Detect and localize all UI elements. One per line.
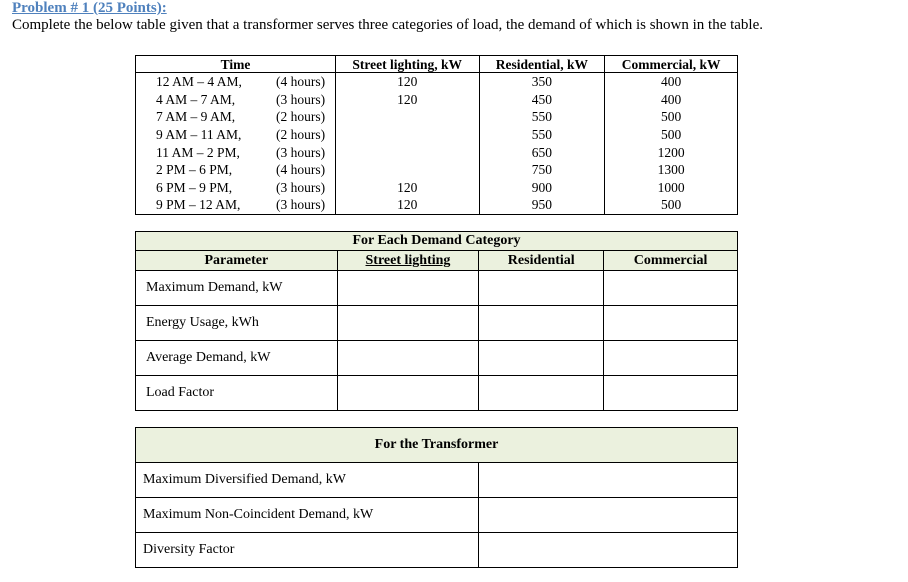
time-cell [136, 91, 336, 109]
time-cell [136, 161, 336, 179]
table-row [136, 179, 738, 197]
time-range: 9 PM – 12 AM, [156, 197, 241, 213]
band-title: For Each Demand Category [136, 232, 738, 251]
time-range: 11 AM – 2 PM, [156, 144, 240, 160]
table-row [136, 196, 738, 214]
answer-cell[interactable] [479, 306, 604, 341]
commercial-value: 500 [605, 126, 738, 144]
time-range: 6 PM – 9 PM, [156, 179, 233, 195]
problem-title: Problem # 1 (25 Points): [12, 0, 167, 16]
col-header-parameter: Parameter [136, 251, 338, 271]
residential-value: 950 [479, 196, 605, 214]
answer-cell[interactable] [337, 341, 479, 376]
col-header-commercial: Commercial, kW [605, 56, 738, 73]
street-value [335, 108, 479, 126]
answer-cell[interactable] [337, 376, 479, 411]
answer-cell[interactable] [604, 341, 738, 376]
demand-category-table [135, 231, 738, 411]
table-row [136, 73, 738, 91]
table-row [136, 91, 738, 109]
residential-value: 750 [479, 161, 605, 179]
transformer-table [135, 427, 738, 568]
answer-cell[interactable] [604, 376, 738, 411]
street-value [335, 126, 479, 144]
time-cell [136, 126, 336, 144]
answer-cell[interactable] [337, 271, 479, 306]
street-value: 120 [335, 179, 479, 197]
answer-cell[interactable] [479, 533, 738, 568]
duration: (3 hours) [276, 197, 326, 213]
answer-cell[interactable] [337, 306, 479, 341]
time-range: 9 AM – 11 AM, [156, 127, 242, 143]
table-row [136, 108, 738, 126]
parameter-label: Energy Usage, kWh [136, 306, 338, 341]
residential-value: 350 [479, 73, 605, 91]
duration: (3 hours) [276, 144, 326, 160]
transformer-parameter-label: Maximum Diversified Demand, kW [136, 463, 479, 498]
commercial-value: 500 [605, 196, 738, 214]
duration: (4 hours) [276, 74, 326, 90]
time-cell [136, 108, 336, 126]
answer-cell[interactable] [479, 271, 604, 306]
time-cell [136, 143, 336, 161]
duration: (2 hours) [276, 127, 326, 143]
answer-cell[interactable] [479, 376, 604, 411]
residential-value: 900 [479, 179, 605, 197]
time-cell [136, 179, 336, 197]
answer-cell[interactable] [479, 498, 738, 533]
table-row [136, 498, 738, 533]
street-value: 120 [335, 196, 479, 214]
col-header-residential: Residential, kW [479, 56, 605, 73]
problem-statement: Complete the below table given that a transformer serves three categories of load, the demand of which is shown in the table. [12, 17, 764, 33]
duration: (3 hours) [276, 91, 326, 107]
answer-cell[interactable] [479, 463, 738, 498]
table-row [136, 161, 738, 179]
col-header-commercial: Commercial [604, 251, 738, 271]
residential-value: 650 [479, 143, 605, 161]
commercial-value: 1000 [605, 179, 738, 197]
commercial-value: 400 [605, 73, 738, 91]
time-range: 12 AM – 4 AM, [156, 74, 242, 90]
col-header-residential: Residential [479, 251, 604, 271]
time-range: 7 AM – 9 AM, [156, 109, 236, 125]
street-value: 120 [335, 91, 479, 109]
duration: (4 hours) [276, 162, 326, 178]
street-value: 120 [335, 73, 479, 91]
time-cell [136, 73, 336, 91]
answer-cell[interactable] [479, 341, 604, 376]
load-table-header [136, 56, 738, 73]
street-value [335, 143, 479, 161]
duration: (2 hours) [276, 109, 326, 125]
residential-value: 550 [479, 126, 605, 144]
table-row [136, 306, 738, 341]
commercial-value: 500 [605, 108, 738, 126]
answer-cell[interactable] [604, 306, 738, 341]
parameter-label: Load Factor [136, 376, 338, 411]
residential-value: 450 [479, 91, 605, 109]
transformer-parameter-label: Diversity Factor [136, 533, 479, 568]
table-row [136, 341, 738, 376]
col-header-street-lighting: Street lighting [337, 251, 479, 271]
col-header-time: Time [136, 56, 336, 73]
commercial-value: 1200 [605, 143, 738, 161]
load-demand-table [135, 55, 738, 215]
table-row [136, 533, 738, 568]
time-range: 2 PM – 6 PM, [156, 162, 233, 178]
street-value [335, 161, 479, 179]
commercial-value: 400 [605, 91, 738, 109]
parameter-label: Maximum Demand, kW [136, 271, 338, 306]
table-row [136, 143, 738, 161]
transformer-parameter-label: Maximum Non-Coincident Demand, kW [136, 498, 479, 533]
commercial-value: 1300 [605, 161, 738, 179]
time-cell [136, 196, 336, 214]
table-row [136, 126, 738, 144]
table-row [136, 463, 738, 498]
duration: (3 hours) [276, 179, 326, 195]
col-header-street-lighting: Street lighting, kW [335, 56, 479, 73]
time-range: 4 AM – 7 AM, [156, 91, 236, 107]
parameter-label: Average Demand, kW [136, 341, 338, 376]
table-row [136, 376, 738, 411]
band-title: For the Transformer [136, 428, 738, 463]
table-row [136, 271, 738, 306]
residential-value: 550 [479, 108, 605, 126]
answer-cell[interactable] [604, 271, 738, 306]
